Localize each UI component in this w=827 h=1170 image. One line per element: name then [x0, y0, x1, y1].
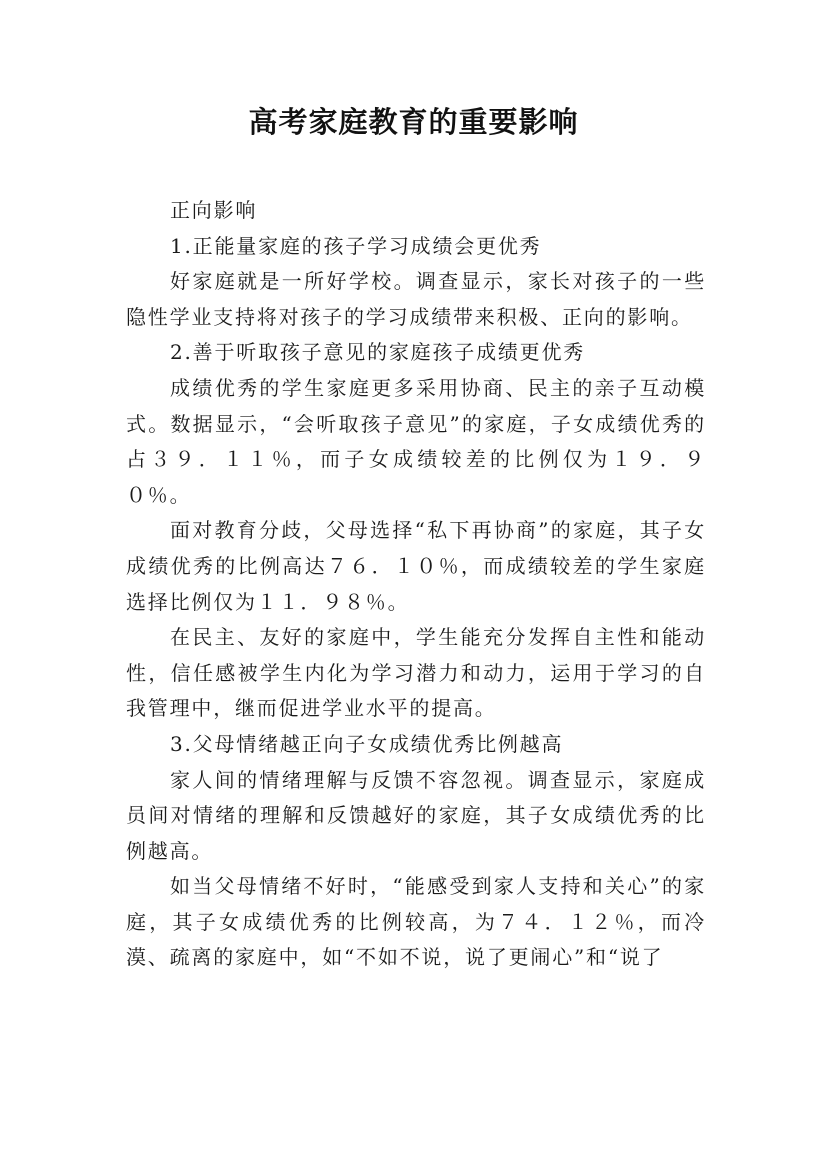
paragraph: 好家庭就是一所好学校。调查显示，家长对孩子的一些隐性学业支持将对孩子的学习成绩带来积极、正向的影响。 — [126, 269, 706, 329]
subheading-2: 2.善于听取孩子意见的家庭孩子成绩更优秀 — [170, 340, 586, 365]
paragraph: 如当父母情绪不好时，“能感受到家人支持和关心”的家庭，其子女成绩优秀的比例较高，为７４．１２％，而冷漠、疏离的家庭中，如“不如不说，说了更闹心”和“说了 — [126, 874, 706, 970]
paragraph: 家人间的情绪理解与反馈不容忽视。调查显示，家庭成员间对情绪的理解和反馈越好的家庭，其子女成绩优秀的比例越高。 — [126, 767, 706, 863]
section-heading-positive-impact: 正向影响 — [170, 198, 258, 222]
subheading-3: 3.父母情绪越正向子女成绩优秀比例越高 — [170, 731, 564, 756]
document-body — [126, 193, 706, 976]
paragraph: 在民主、友好的家庭中，学生能充分发挥自主性和能动性，信任感被学生内化为学习潜力和动力，运用于学习的自我管理中，继而促进学业水平的提高。 — [126, 625, 706, 721]
paragraph: 面对教育分歧，父母选择“私下再协商”的家庭，其子女成绩优秀的比例高达７６．１０％，而成绩较差的学生家庭选择比例仅为１１．９８％。 — [126, 518, 706, 614]
paragraph: 成绩优秀的学生家庭更多采用协商、民主的亲子互动模式。数据显示，“会听取孩子意见”的家庭，子女成绩优秀的占３９．１１％，而子女成绩较差的比例仅为１９．９０％。 — [126, 375, 706, 507]
document-title: 高考家庭教育的重要影响 — [248, 105, 579, 139]
subheading-1: 1.正能量家庭的孩子学习成绩会更优秀 — [170, 233, 542, 258]
